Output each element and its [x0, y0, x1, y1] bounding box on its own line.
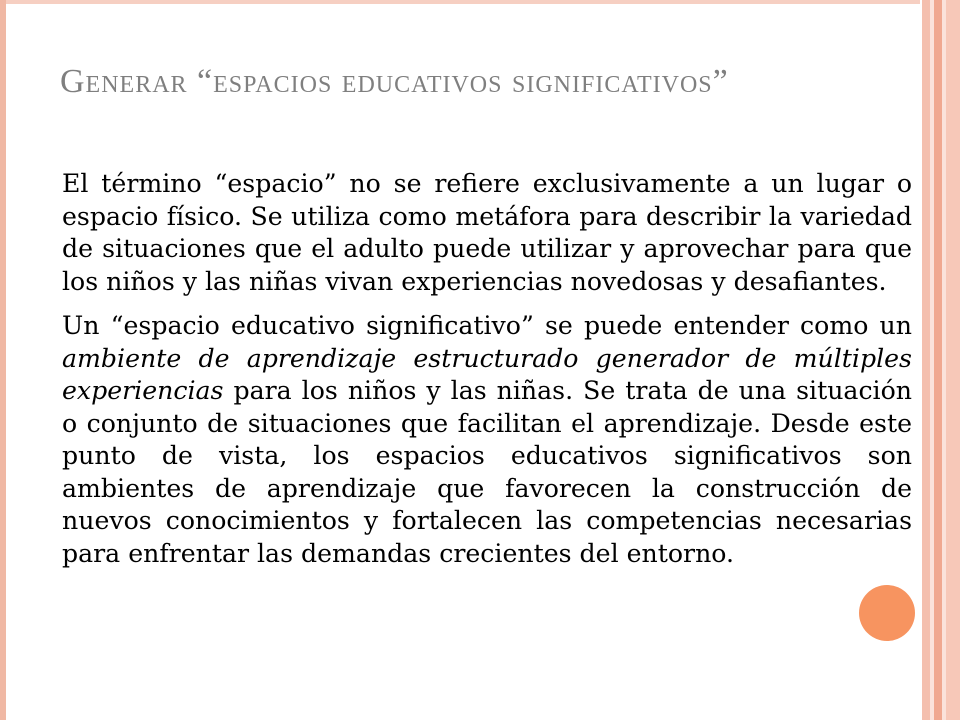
paragraph-1-text: El término “espacio” no se refiere exclusivamente a un lugar o espacio físico. Se utiliza como metáfora para describir la variedad de situaciones que el adulto puede utilizar y aprovechar para que los niños y las niñas vivan experiencias novedosas y desafiantes. [62, 169, 912, 296]
orange-circle-decoration [859, 585, 915, 641]
frame-right-stripes [920, 0, 960, 720]
paragraph-2 [62, 310, 912, 570]
paragraph-1 [62, 168, 912, 298]
paragraph-2-text-end: para los niños y las niñas. Se trata de una situación o conjunto de situaciones que facilitan el aprendizaje. Desde este punto de vista, los espacios educativos significativos son ambientes de aprendizaje que favorecen la construcción de nuevos conocimientos y fortalecen las competencias necesarias para enfrentar las demandas crecientes del entorno. [62, 376, 912, 568]
slide-body [62, 168, 912, 582]
slide-title: Generar “espacios educativos significativos” [60, 63, 729, 100]
paragraph-2-emphasis: ambiente de aprendizaje estructurado generador de múltiples experiencias [62, 343, 912, 405]
frame-left-border [0, 0, 6, 720]
frame-top-border [0, 0, 960, 4]
paragraph-2-text-start: Un “espacio educativo significativo” se puede entender como un [62, 311, 912, 340]
